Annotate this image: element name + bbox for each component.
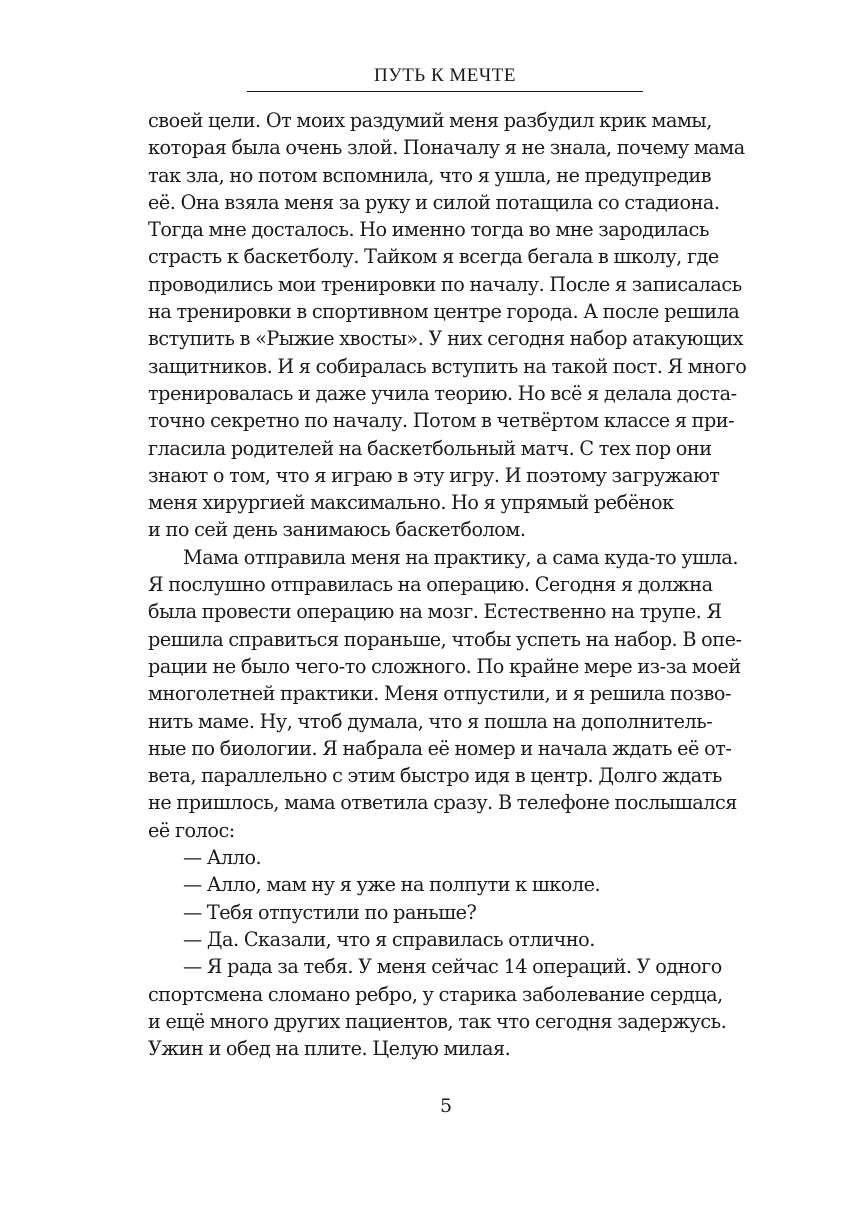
text-line: Ужин и обед на плите. Целую милая. xyxy=(148,1037,511,1061)
text-line: вступить в «Рыжие хвосты». У них сегодня набор атакующих xyxy=(148,327,744,351)
text-line: вета, параллельно с этим быстро идя в центр. Долго ждать xyxy=(148,764,722,788)
dialogue-line: — Алло, мам ну я уже на полпути к школе. xyxy=(183,873,601,897)
text-line: рации не было чего-то сложного. По крайне мере из-за моей xyxy=(148,654,741,678)
text-line: так зла, но потом вспомнила, что я ушла, не предупредив xyxy=(148,163,712,187)
text-line: многолетней практики. Меня отпустили, и я решила позво- xyxy=(148,682,731,706)
text-line: решила справиться пораньше, чтобы успеть на набор. В опе- xyxy=(148,627,742,651)
page-number: 5 xyxy=(439,1095,453,1117)
dialogue-line: — Я рада за тебя. У меня сейчас 14 операций. У одного xyxy=(183,955,722,979)
text-line: своей цели. От моих раздумий меня разбудил крик мамы, xyxy=(148,109,712,132)
text-line: Тогда мне досталось. Но именно тогда во мне зародилась xyxy=(148,218,709,242)
text-line: была провести операцию на мозг. Естественно на трупе. Я xyxy=(148,600,722,624)
text-line: которая была очень злой. Поначалу я не знала, почему мама xyxy=(148,136,745,160)
text-line: страсть к баскетболу. Тайком я всегда бегала в школу, где xyxy=(148,245,719,269)
running-header: ПУТЬ К МЕЧТЕ xyxy=(374,65,516,86)
header-rule xyxy=(247,91,643,92)
text-line: точно секретно по началу. Потом в четвёртом классе я при- xyxy=(148,409,735,433)
text-line: защитников. И я собиралась вступить на такой пост. Я много xyxy=(148,354,747,378)
body-text xyxy=(148,107,747,1062)
text-line: не пришлось, мама ответила сразу. В телефоне послышался xyxy=(148,791,737,815)
text-line: и ещё много других пациентов, так что сегодня задержусь. xyxy=(148,1009,727,1033)
text-line: тренировалась и даже учила теорию. Но всё я делала доста- xyxy=(148,381,737,405)
text-line: её. Она взяла меня за руку и силой потащила со стадиона. xyxy=(148,190,720,214)
dialogue-line: — Да. Сказали, что я справилась отлично. xyxy=(183,927,595,951)
text-line: меня хирургией максимально. Но я упрямый ребёнок xyxy=(148,491,674,515)
text-line: нить маме. Ну, чтоб думала, что я пошла на дополнитель- xyxy=(148,709,713,733)
text-line: Я послушно отправилась на операцию. Сегодня я должна xyxy=(148,573,713,597)
paragraph-start-line: Мама отправила меня на практику, а сама куда-то ушла. xyxy=(183,545,739,569)
text-line: знают о том, что я играю в эту игру. И поэтому загружают xyxy=(148,463,720,487)
text-line: её голос: xyxy=(148,818,235,842)
text-line: гласила родителей на баскетбольный матч. С тех пор они xyxy=(148,436,712,460)
text-line: ные по биологии. Я набрала её номер и начала ждать её от- xyxy=(148,736,732,760)
text-line: на тренировки в спортивном центре города. А после решила xyxy=(148,300,740,324)
dialogue-line: — Алло. xyxy=(183,846,262,870)
dialogue-line: — Тебя отпустили по раньше? xyxy=(183,900,477,924)
text-line: и по сей день занимаюсь баскетболом. xyxy=(148,518,526,542)
text-line: проводились мои тренировки по началу. После я записалась xyxy=(148,272,742,296)
text-line: спортсмена сломано ребро, у старика заболевание сердца, xyxy=(148,982,723,1006)
